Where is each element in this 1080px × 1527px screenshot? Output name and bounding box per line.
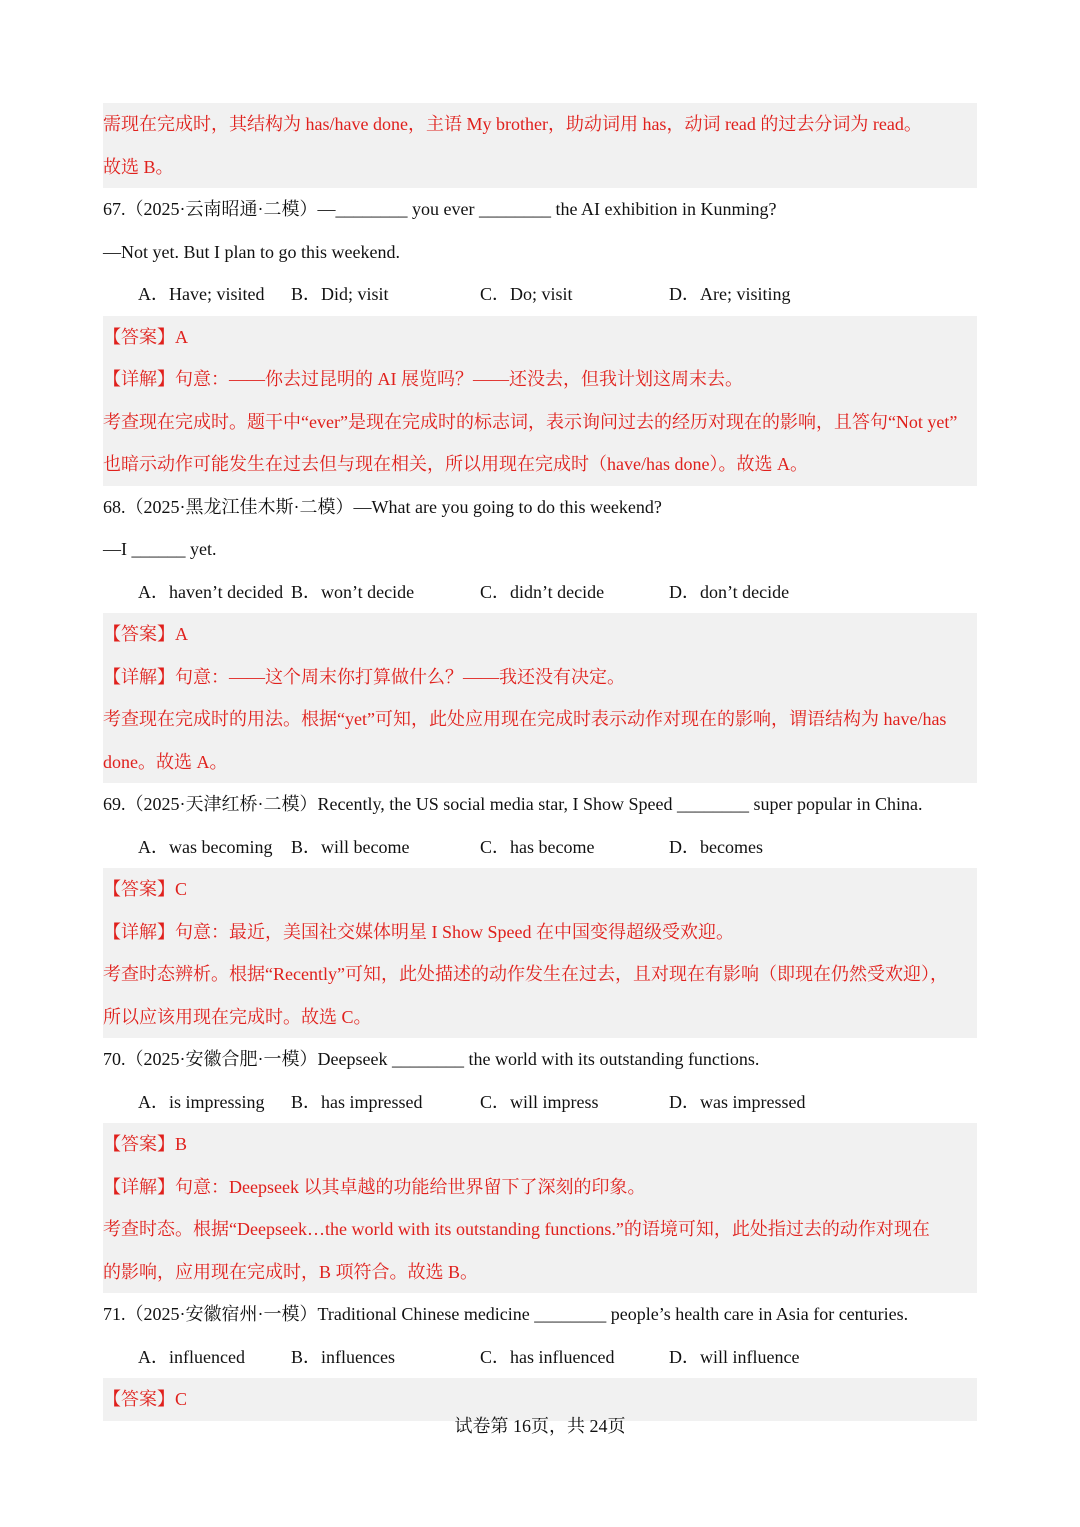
option-d: D．becomes (669, 836, 763, 857)
explanation-line: done。故选 A。 (103, 751, 228, 772)
detail-line: 【详解】句意：Deepseek 以其卓越的功能给世界留下了深刻的印象。 (103, 1176, 646, 1197)
option-b: B．Did; visit (291, 284, 389, 304)
answer-label: 【答案】A (103, 624, 188, 644)
explanation-line: 故选 B。 (103, 156, 174, 177)
question-stem-68: 68.（2025·黑龙江佳木斯·二模）—What are you going to do this weekend? (103, 496, 662, 517)
option-c: C．Do; visit (480, 284, 573, 304)
explanation-line: 考查时态。根据“Deepseek…the world with its outstanding functions.”的语境可知，此处指过去的动作对现在 (103, 1219, 930, 1239)
question-reply-68: —I ______ yet. (103, 539, 217, 559)
options-68 (103, 571, 977, 614)
option-d: D．don’t decide (669, 581, 790, 602)
answer-block-68 (103, 613, 977, 783)
explanation-line: 的影响，应用现在完成时，B 项符合。故选 B。 (103, 1261, 479, 1282)
option-c: C．will impress (480, 1091, 599, 1112)
answer-label: 【答案】A (103, 326, 188, 347)
options-71 (103, 1336, 977, 1379)
option-b: B．won’t decide (291, 581, 415, 602)
answer-block-69 (103, 868, 977, 1038)
option-d: D．will influence (669, 1346, 800, 1367)
options-67 (103, 273, 977, 316)
option-b: B．has impressed (291, 1091, 423, 1112)
explanation-line: 所以应该用现在完成时。故选 C。 (103, 1006, 372, 1027)
option-c: C．didn’t decide (480, 581, 605, 602)
explanation-line: 需现在完成时，其结构为 has/have done，主语 My brother，助动词用 has，动词 read 的过去分词为 read。 (103, 114, 922, 134)
detail-line: 【详解】句意：最近，美国社交媒体明星 I Show Speed 在中国变得超级受欢迎。 (103, 921, 734, 942)
detail-line: 【详解】句意：——这个周末你打算做什么？——我还没有决定。 (103, 666, 625, 687)
answer-label: 【答案】C (103, 1389, 188, 1409)
detail-line: 【详解】句意：——你去过昆明的 AI 展览吗？——还没去，但我计划这周末去。 (103, 369, 743, 389)
option-c: C．has influenced (480, 1346, 615, 1367)
options-69 (103, 826, 977, 869)
option-a: A．is impressing (138, 1091, 265, 1112)
option-d: D．Are; visiting (669, 284, 791, 304)
question-stem-69: 69.（2025·天津红桥·二模）Recently, the US social media star, I Show Speed ________ super popular in China. (103, 794, 923, 814)
answer-block-70 (103, 1123, 977, 1293)
option-a: A．was becoming (138, 836, 273, 857)
answer-block-67 (103, 316, 977, 486)
exam-page (103, 103, 977, 1421)
option-a: A．influenced (138, 1346, 245, 1367)
explanation-line: 考查现在完成时的用法。根据“yet”可知，此处应用现在完成时表示动作对现在的影响，谓语结构为 have/has (103, 709, 947, 729)
question-reply-67: —Not yet. But I plan to go this weekend. (103, 241, 400, 262)
option-a: A．Have; visited (138, 284, 265, 304)
explanation-line: 考查时态辨析。根据“Recently”可知，此处描述的动作发生在过去，且对现在有影响（即现在仍然受欢迎）， (103, 964, 948, 984)
explanation-line: 考查现在完成时。题干中“ever”是现在完成时的标志词，表示询问过去的经历对现在的影响，且答句“Not yet” (103, 411, 958, 432)
option-c: C．has become (480, 836, 595, 857)
answer-label: 【答案】B (103, 1134, 188, 1154)
page-footer: 试卷第 16页，共 24页 (454, 1416, 626, 1436)
option-a: A．haven’t decided (138, 581, 284, 602)
explanation-line: 也暗示动作可能发生在过去但与现在相关，所以用现在完成时（have/has done）。故选 A。 (103, 454, 808, 474)
question-stem-70: 70.（2025·安徽合肥·一模）Deepseek ________ the world with its outstanding functions. (103, 1049, 760, 1069)
question-stem-71: 71.（2025·安徽宿州·一模）Traditional Chinese medicine ________ people’s health care in Asia for centuries. (103, 1304, 909, 1324)
option-d: D．was impressed (669, 1091, 806, 1112)
explanation-block-continued (103, 103, 977, 188)
option-b: B．influences (291, 1346, 395, 1367)
answer-label: 【答案】C (103, 879, 188, 899)
options-70 (103, 1081, 977, 1124)
option-b: B．will become (291, 836, 410, 857)
question-stem-67: 67.（2025·云南昭通·二模）—________ you ever ________ the AI exhibition in Kunming? (103, 199, 777, 219)
